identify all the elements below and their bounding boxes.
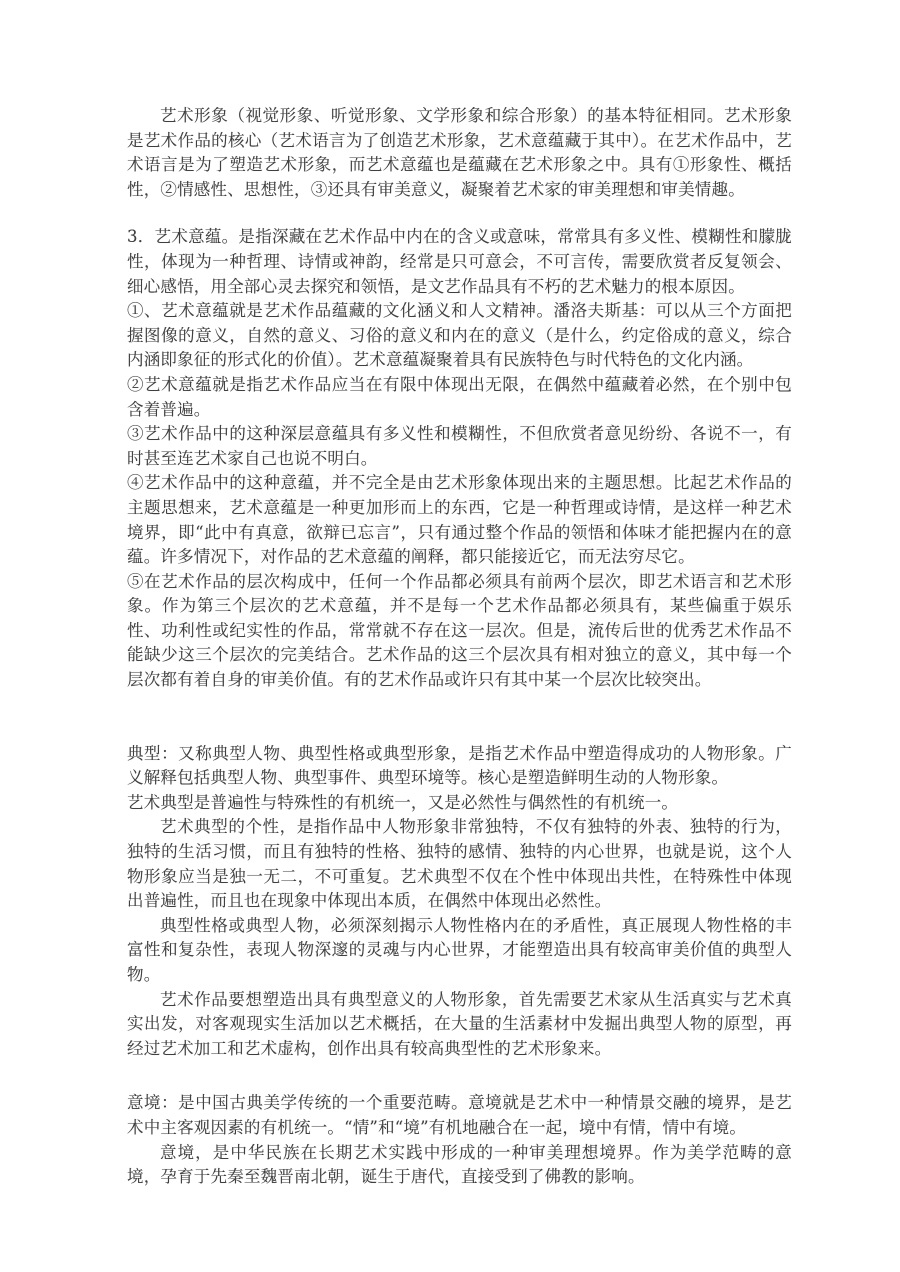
paragraph-yijing-history: 意境，是中华民族在长期艺术实践中形成的一种审美理想境界。作为美学范畴的意境，孕育于先秦至魏晋南北朝，诞生于唐代，直接受到了佛教的影响。: [127, 1142, 792, 1187]
paragraph-dianxing-character: 典型性格或典型人物，必须深刻揭示人物性格内在的矛盾性，真正展现人物性格的丰富性和复杂性，表现人物深邃的灵魂与内心世界，才能塑造出具有较高审美价值的典型人物。: [127, 915, 792, 984]
document-text-block: [127, 104, 792, 1190]
paragraph-point-3: ③艺术作品中的这种深层意蕴具有多义性和模糊性，不但欣赏者意见纷纷、各说不一，有时甚至连艺术家自己也说不明白。: [127, 424, 792, 468]
paragraph-point-2: ②艺术意蕴就是指艺术作品应当在有限中体现出无限，在偶然中蕴藏着必然，在个别中包含着普遍。: [127, 374, 792, 419]
paragraph-dianxing-unity: 艺术典型是普遍性与特殊性的有机统一，又是必然性与偶然性的有机统一。: [127, 792, 679, 812]
paragraph-dianxing-individuality: 艺术典型的个性，是指作品中人物形象非常独特，不仅有独特的外表、独特的行为，独特的生活习惯，而且有独特的性格、独特的感情、独特的内心世界，也就是说，这个人物形象应当是独一无二，不可重复。艺术典型不仅在个性中体现出共性，在特殊性中体现出普遍性，而且也在现象中体现出本质，在偶然中体现出必然性。: [127, 817, 792, 911]
paragraph-dianxing-definition: 典型：又称典型人物、典型性格或典型形象，是指艺术作品中塑造得成功的人物形象。广义解释包括典型人物、典型事件、典型环境等。核心是塑造鲜明生动的人物形象。: [127, 743, 792, 788]
paragraph-art-image-intro: 艺术形象（视觉形象、听觉形象、文学形象和综合形象）的基本特征相同。艺术形象是艺术作品的核心（艺术语言为了创造艺术形象，艺术意蕴藏于其中）。在艺术作品中，艺术语言是为了塑造艺术形象，而艺术意蕴也是蕴藏在艺术形象之中。具有①形象性、概括性，②情感性、思想性，③还具有审美意义，凝聚着艺术家的审美理想和审美情趣。: [127, 106, 792, 199]
paragraph-point-5: ⑤在艺术作品的层次构成中，任何一个作品都必须具有前两个层次，即艺术语言和艺术形象。作为第三个层次的艺术意蕴，并不是每一个艺术作品都必须具有，某些偏重于娱乐性、功利性或纪实性的作品，常常就不存在这一层次。但是，流传后世的优秀艺术作品不能缺少这三个层次的完美结合。艺术作品的这三个层次具有相对独立的意义，其中每一个层次都有着自身的审美价值。有的艺术作品或许只有其中某一个层次比较突出。: [127, 571, 792, 690]
paragraph-point-1: ①、艺术意蕴就是艺术作品蕴藏的文化涵义和人文精神。潘洛夫斯基：可以从三个方面把握图像的意义，自然的意义、习俗的意义和内在的意义（是什么，约定俗成的意义，综合内涵即象征的形式化的价值）。艺术意蕴凝聚着具有民族特色与时代特色的文化内涵。: [127, 301, 792, 370]
paragraph-art-yiyun-heading: 3．艺术意蕴。是指深藏在艺术作品中内在的含义或意味，常常具有多义性、模糊性和朦胧性，体现为一种哲理、诗情或神韵，经常是只可意会，不可言传，需要欣赏者反复领会、细心感悟，用全部心灵去探究和领悟，是文艺作品具有不朽的艺术魅力的根本原因。: [127, 227, 792, 296]
paragraph-dianxing-creation: 艺术作品要想塑造出具有典型意义的人物形象，首先需要艺术家从生活真实与艺术真实出发，对客观现实生活加以艺术概括，在大量的生活素材中发掘出典型人物的原型，再经过艺术加工和艺术虚构，创作出具有较高典型性的艺术形象来。: [127, 989, 792, 1058]
paragraph-point-4: ④艺术作品中的这种意蕴，并不完全是由艺术形象体现出来的主题思想。比起艺术作品的主题思想来，艺术意蕴是一种更加形而上的东西，它是一种哲理或诗情，是这样一种艺术境界，即“此中有真意，欲辩已忘言”，只有通过整个作品的领悟和体味才能把握内在的意蕴。许多情况下，对作品的艺术意蕴的阐释，都只能接近它，而无法穷尽它。: [127, 473, 792, 567]
paragraph-yijing-definition: 意境：是中国古典美学传统的一个重要范畴。意境就是艺术中一种情景交融的境界，是艺术中主客观因素的有机统一。“情”和“境”有机地融合在一起，境中有情，情中有境。: [127, 1093, 792, 1137]
